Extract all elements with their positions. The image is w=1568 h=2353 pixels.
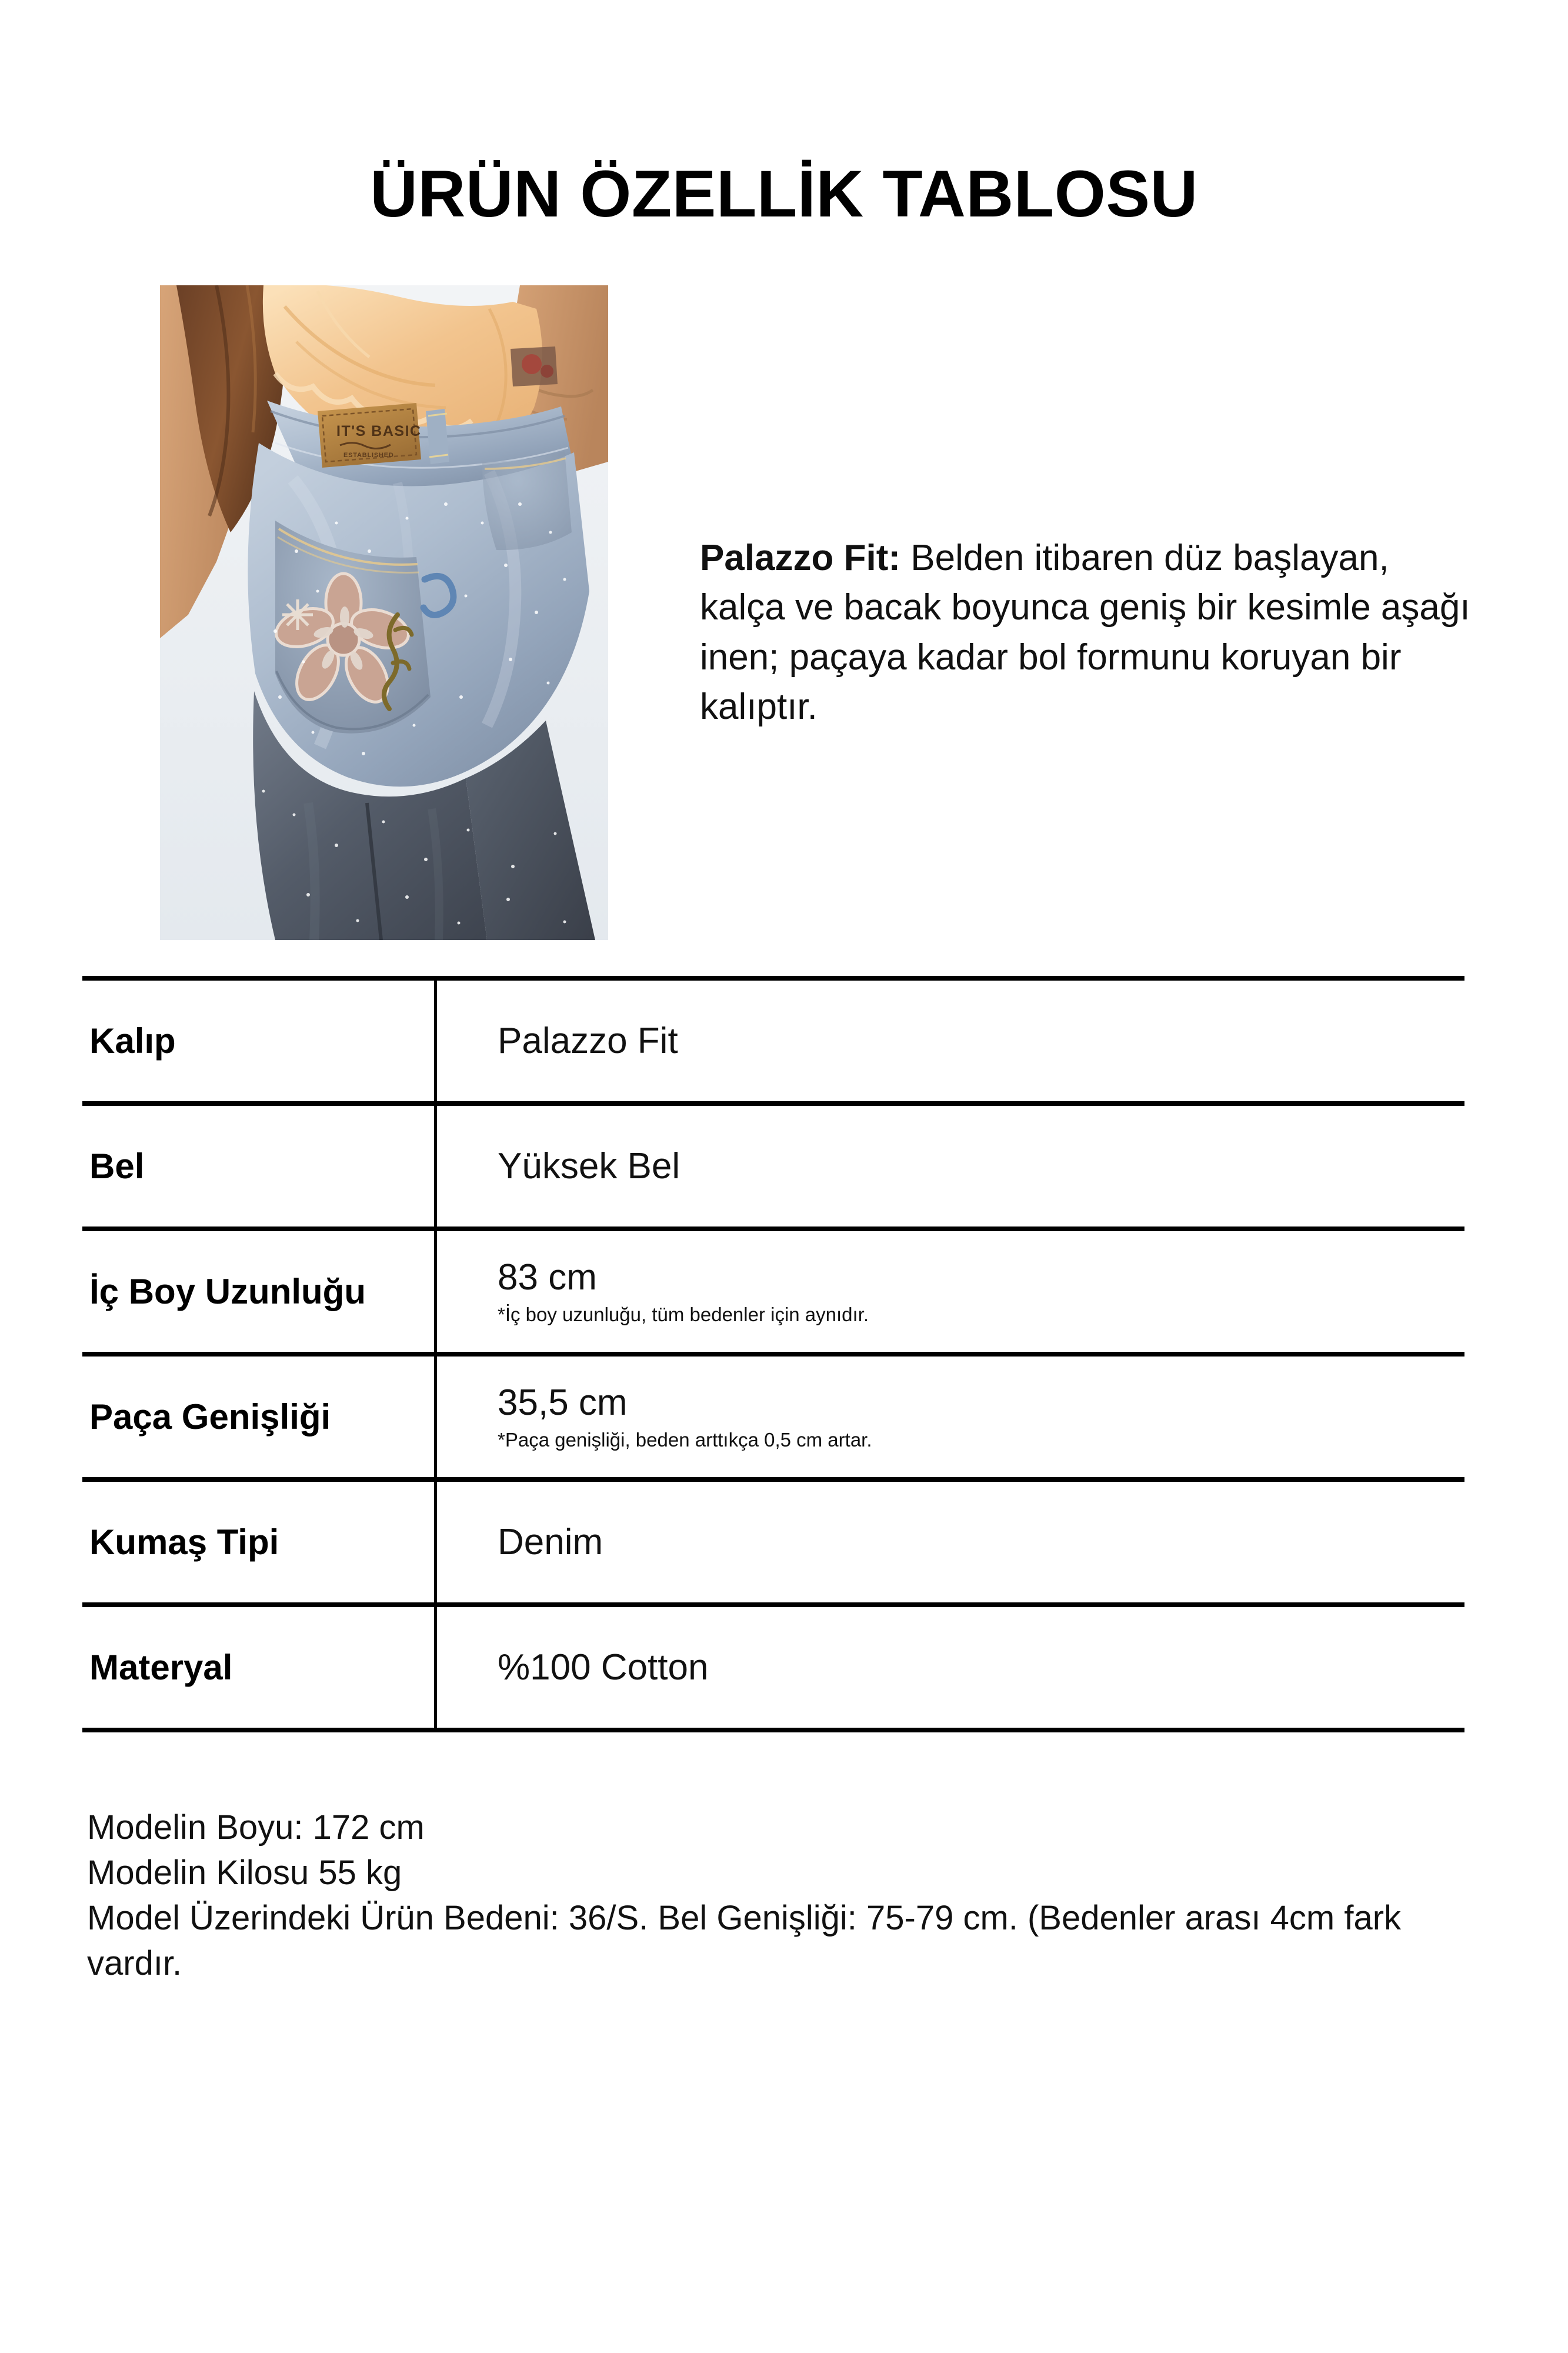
table-rule — [82, 1227, 1464, 1231]
table-row — [82, 1106, 1464, 1227]
spec-label: İç Boy Uzunluğu — [89, 1271, 366, 1311]
page-title: ÜRÜN ÖZELLİK TABLOSU — [370, 157, 1198, 231]
spec-value-cell — [434, 1256, 1464, 1327]
column-divider — [434, 1106, 437, 1227]
table-row — [82, 1357, 1464, 1477]
table-rule — [82, 1477, 1464, 1482]
spec-value: Palazzo Fit — [498, 1020, 678, 1061]
product-photo-illustration — [160, 285, 608, 940]
spec-value: Denim — [498, 1521, 603, 1562]
model-weight-note: Modelin Kilosu 55 kg — [87, 1854, 402, 1892]
column-divider — [434, 1607, 437, 1728]
table-rule — [82, 1101, 1464, 1106]
table-row — [82, 1482, 1464, 1602]
spec-note: *Paça genişliği, beden arttıkça 0,5 cm artar. — [498, 1429, 872, 1451]
table-rule-top — [82, 976, 1464, 981]
fit-description-lead: Palazzo Fit: — [700, 538, 901, 578]
brand-patch-illustration — [318, 403, 422, 468]
spec-value-cell — [434, 1145, 1464, 1188]
model-height-note: Modelin Boyu: 172 cm — [87, 1808, 425, 1847]
fit-description-body: Belden itibaren düz başlayan, kalça ve bacak boyunca geniş bir kesimle aşağı inen; paçaya kadar bol formunu koruyan bir kalıptır. — [700, 538, 1470, 727]
spec-value-cell — [434, 1019, 1464, 1062]
table-row — [82, 1607, 1464, 1728]
spec-note: *İç boy uzunluğu, tüm bedenler için aynıdır. — [498, 1304, 869, 1326]
column-divider — [434, 1482, 437, 1602]
column-divider — [434, 1357, 437, 1477]
spec-label: Materyal — [89, 1647, 233, 1687]
spec-value-cell — [434, 1646, 1464, 1689]
svg-text:IT'S BASIC: IT'S BASIC — [336, 423, 422, 439]
model-size-note: Model Üzerindeki Ürün Bedeni: 36/S. Bel Genişliği: 75-79 cm. (Bedenler arası 4cm fark vardır. — [87, 1899, 1402, 1983]
spec-value-cell — [434, 1381, 1464, 1452]
spec-label: Kumaş Tipi — [89, 1522, 279, 1562]
fit-description — [700, 534, 1476, 732]
product-photo — [160, 285, 608, 940]
spec-value-cell — [434, 1521, 1464, 1564]
spec-table — [82, 976, 1464, 1732]
svg-text:ESTABLISHED: ESTABLISHED — [343, 452, 394, 459]
table-rule — [82, 1352, 1464, 1357]
column-divider — [434, 1231, 437, 1352]
spec-label: Bel — [89, 1146, 145, 1186]
spec-value: %100 Cotton — [498, 1647, 709, 1688]
column-divider — [434, 981, 437, 1101]
table-rule-bottom — [82, 1728, 1464, 1732]
spec-value: 35,5 cm — [498, 1382, 628, 1424]
table-row — [82, 1231, 1464, 1352]
spec-label: Kalıp — [89, 1021, 176, 1061]
spec-value: Yüksek Bel — [498, 1145, 680, 1187]
table-row — [82, 981, 1464, 1101]
model-notes — [87, 1805, 1457, 1987]
table-rule — [82, 1602, 1464, 1607]
spec-value: 83 cm — [498, 1257, 597, 1298]
spec-label: Paça Genişliği — [89, 1397, 331, 1437]
